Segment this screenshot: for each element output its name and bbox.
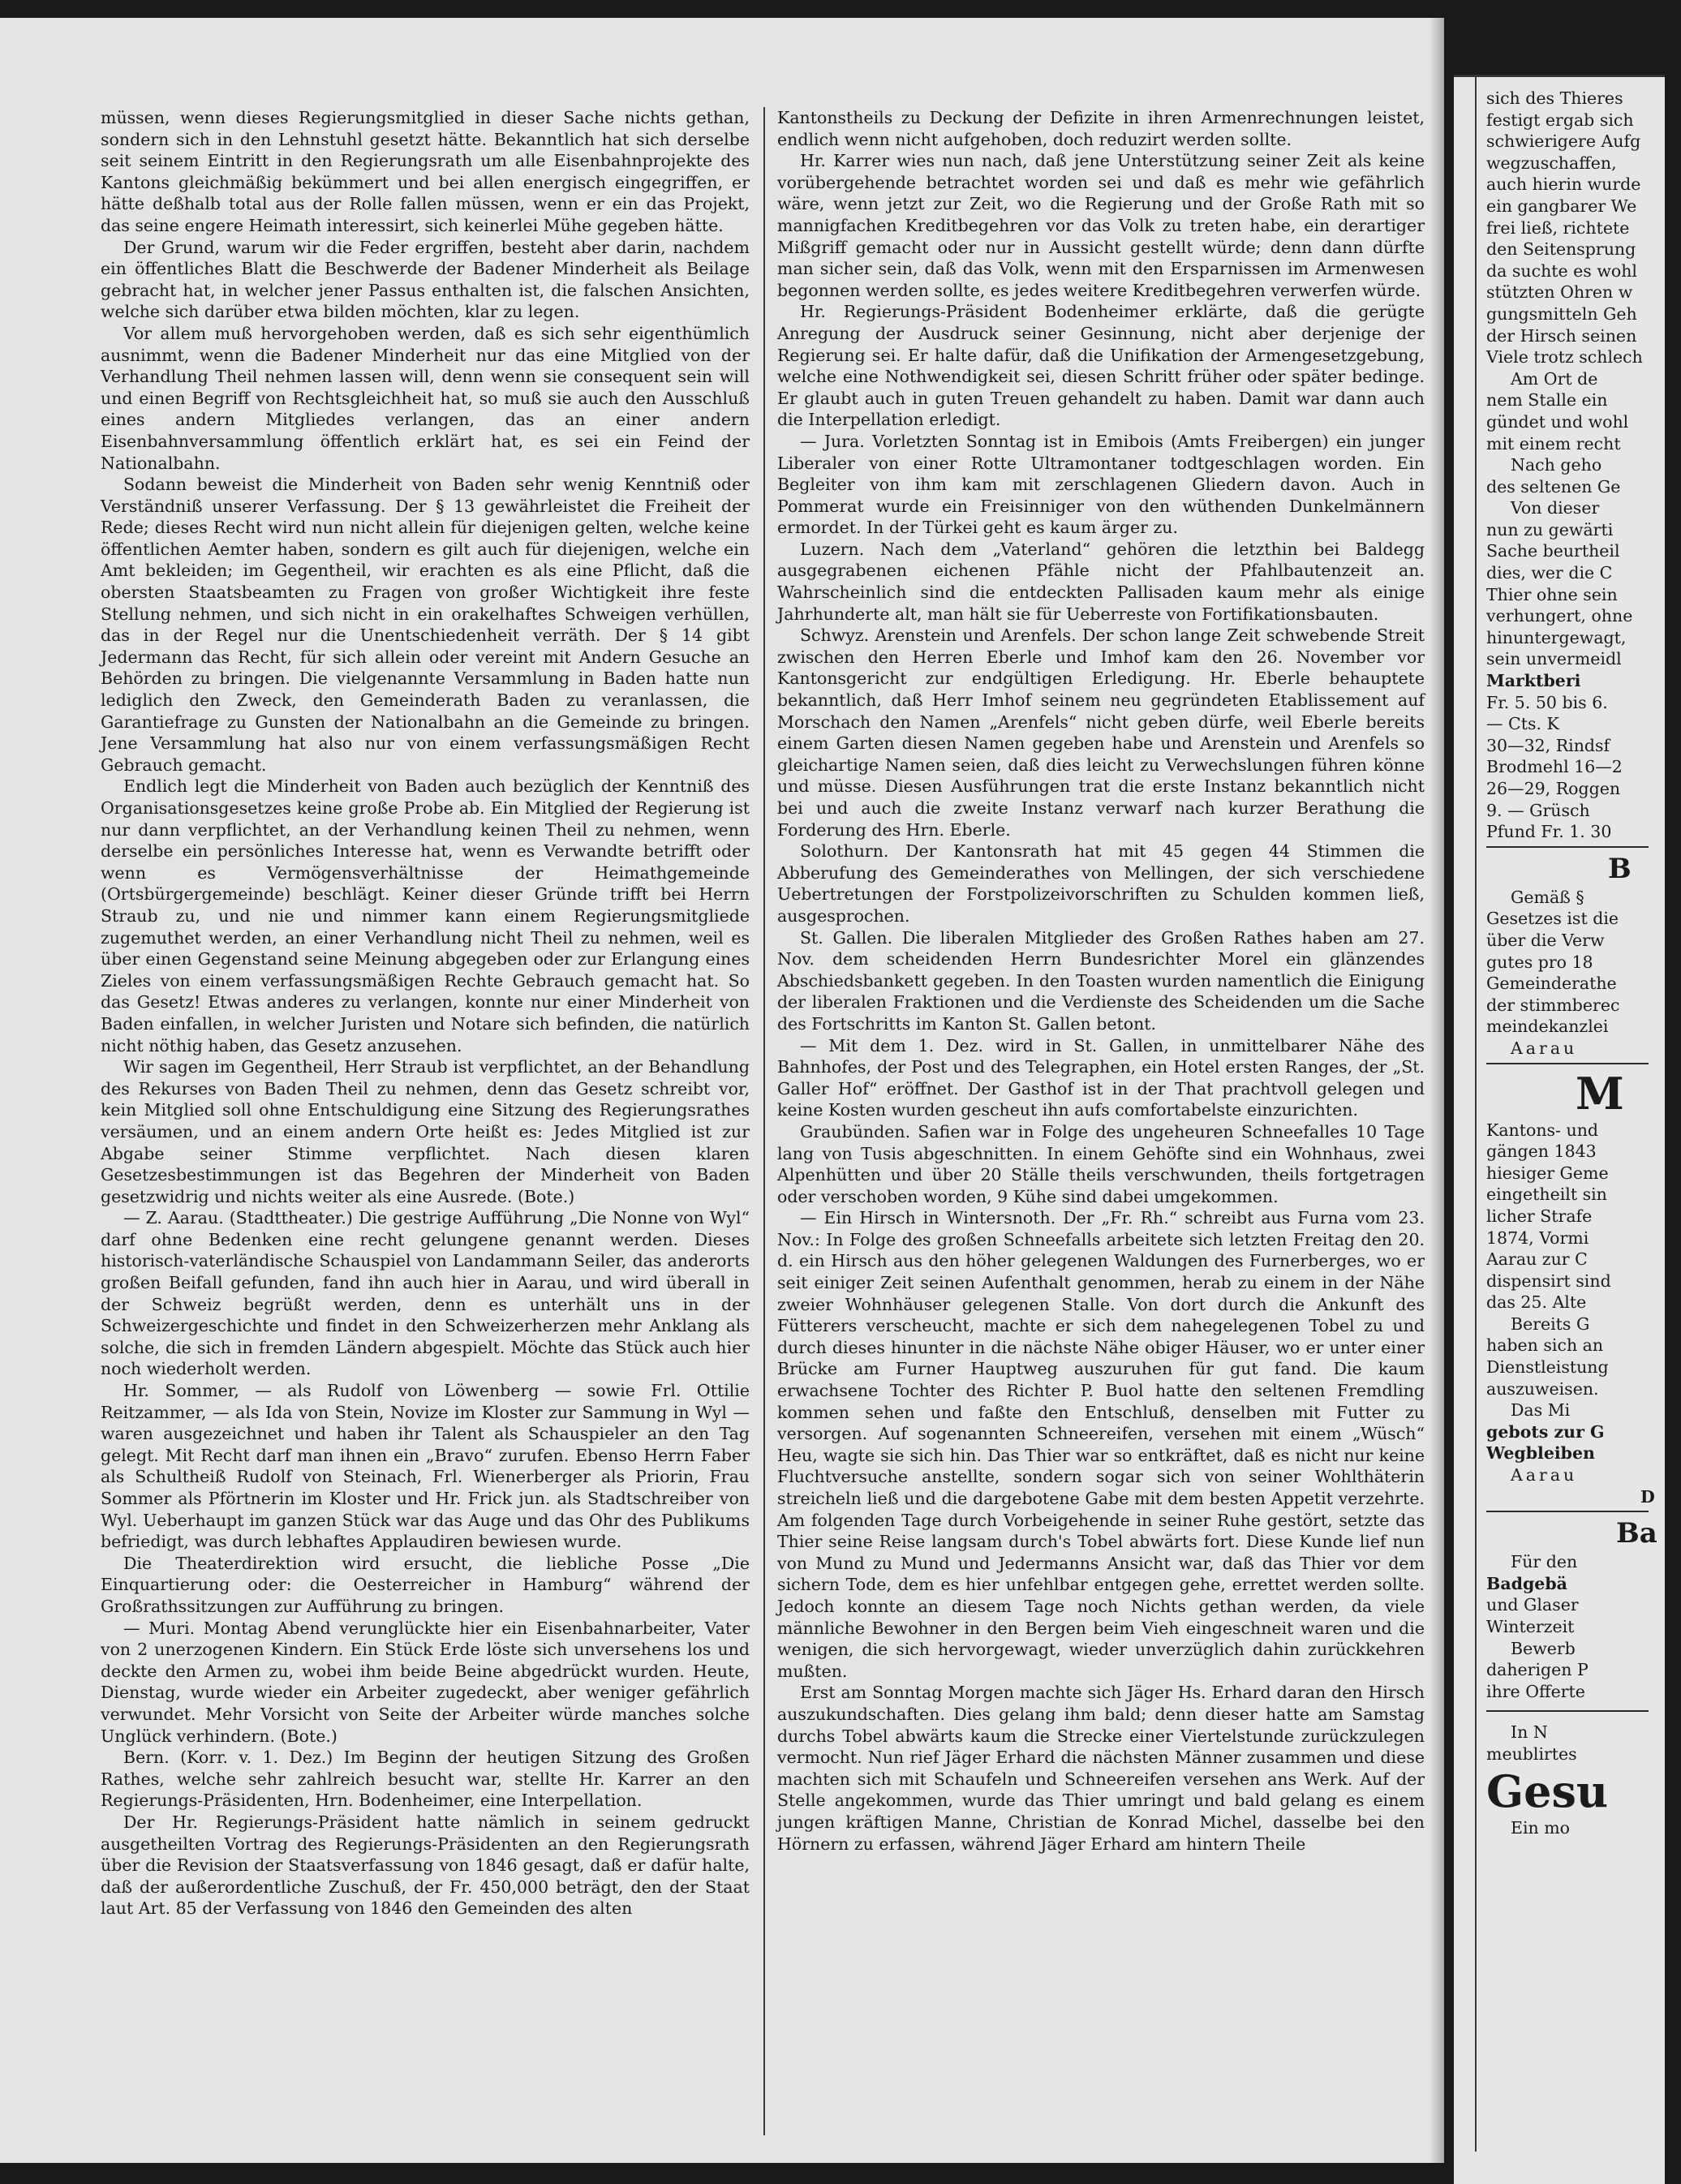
paragraph: — Muri. Montag Abend verunglückte hier ein Eisenbahnarbeiter, Vater von 2 unerzogenen Kindern. Ein Stück Erde löste sich unversehens los und deckte den Armen zu, wobei ihm beide Beine abgedrückt wurden. Heute, Dienstag, wurde wieder ein Arbeiter zugedeckt, aber weniger gefährlich verwundet. Mehr Vorsicht von Seite der Arbeiter würde manches solche Unglück verhindern. (Bote.) xyxy=(101,1618,750,1746)
text-line: haben sich an xyxy=(1486,1335,1604,1356)
text-line: das 25. Alte xyxy=(1486,1292,1587,1313)
signature-initial: D xyxy=(1640,1486,1655,1507)
text-line: Badgebä xyxy=(1486,1573,1567,1593)
notice-heading: M xyxy=(1576,1067,1624,1120)
text-column-middle xyxy=(777,107,1425,1855)
text-line: Dienstleistung xyxy=(1486,1357,1609,1378)
text-line: Thier ohne sein xyxy=(1486,584,1618,604)
column-divider xyxy=(1475,75,1477,2152)
text-line: 30—32, Rindsf xyxy=(1486,735,1610,755)
text-line: eingetheilt sin xyxy=(1486,1184,1607,1205)
text-line: Fr. 5. 50 bis 6. xyxy=(1486,692,1608,712)
text-column-left xyxy=(101,107,750,1920)
text-line: gebots zur G xyxy=(1486,1421,1605,1442)
text-line: Gemäß § xyxy=(1511,887,1584,907)
text-line: Aarau zur C xyxy=(1486,1249,1588,1270)
paragraph: müssen, wenn dieses Regierungsmitglied in dieser Sache nichts gethan, sondern sich in den Lehnstuhl gesetzt hätte. Bekanntlich hat sich derselbe seit seinem Eintritt in den Regierungsrath um alle Eisenbahnprojekte des Kantons gleichmäßig bekümmert und bei allen energisch eingegriffen, er hätte deßhalb total aus der Rolle fallen müssen, wenn er ein das Projekt, das seine engere Heimath interessirt, sich keinerlei Mühe gegeben hätte. xyxy=(101,108,750,235)
paragraph: St. Gallen. Die liberalen Mitglieder des Großen Rathes haben am 27. Nov. dem scheidenden Herrn Bundesrichter Morel ein glänzendes Abschiedsbankett gegeben. In den Toasten wurden namentlich die Einigung der liberalen Fraktionen und die Verdienste des Scheidenden um die Sache des Fortschritts im Kanton St. Gallen betont. xyxy=(777,927,1425,1034)
text-line: meindekanzlei xyxy=(1486,1017,1609,1037)
text-line: daherigen P xyxy=(1486,1660,1589,1680)
paragraph: Bern. (Korr. v. 1. Dez.) Im Beginn der heutigen Sitzung des Großen Rathes, welche sehr zahlreich besucht war, stellte Hr. Karrer an den Regierungs-Präsidenten, Hrn. Bodenheimer, eine Interpellation. xyxy=(101,1748,750,1811)
top-rule xyxy=(1454,75,1665,77)
newspaper-page xyxy=(0,18,1444,2163)
text-line: Pfund Fr. 1. 30 xyxy=(1486,822,1612,842)
text-line: stützten Ohren w xyxy=(1486,282,1633,303)
text-line: über die Verw xyxy=(1486,930,1605,950)
text-line: Nach geho xyxy=(1511,455,1602,475)
paragraph: Endlich legt die Minderheit von Baden auch bezüglich der Kenntniß des Organisationsgesetzes keine große Probe ab. Ein Mitglied der Regierung ist nur dann verpflichtet, an der Verhandlung keinen Theil zu nehmen, wenn derselbe ein persönliches Interesse hat, wenn es Verwandte betrifft oder wenn es Vermögensverhältnisse der Heimathgemeinde (Ortsbürgergemeinde) beschlägt. Keiner dieser Gründe trifft bei Herrn Straub zu, und nie und nimmer kann einem Regierungsmitgliede zugemuthet werden, an einer Verhandlung nicht Theil zu nehmen, weil es über einen Gegenstand seine Meinung abgegeben oder zur Erlangung eines Zieles von einem verfassungsmäßigen Rechte Gebrauch gemacht hat. So das Gesetz! Etwas anderes zu verlangen, konnte nur einer Minderheit von Baden einfallen, in welcher Juristen und Notare sich befinden, die natürlich nicht nöthig haben, das Gesetz anzusehen. xyxy=(101,776,750,1055)
paragraph: Wir sagen im Gegentheil, Herr Straub ist verpflichtet, an der Behandlung des Rekurses von Baden Theil zu nehmen, denn das Gesetz schreibt vor, kein Mitglied soll ohne Entschuldigung eine Sitzung des Regierungsrathes versäumen, und an einem andern Orte heißt es: Jedes Mitglied ist zur Abgabe seiner Stimme verpflichtet. Nach diesen klaren Gesetzesbestimmungen ist das Begehren der Minderheit von Baden gesetzwidrig und nichts weiter als eine Ausrede. (Bote.) xyxy=(101,1057,750,1206)
text-line: und Glaser xyxy=(1486,1595,1579,1615)
text-line: gutes pro 18 xyxy=(1486,952,1593,972)
paragraph: Luzern. Nach dem „Vaterland“ gehören die letzthin bei Baldegg ausgegrabenen eichenen Pfähle nicht der Pfahlbautenzeit an. Wahrscheinlich sind die entdeckten Pallisaden kaum mehr als einige Jahrhunderte alt, man hält sie für Ueberreste von Fortifikationsbauten. xyxy=(777,539,1425,624)
notice-heading: B xyxy=(1608,852,1632,885)
section-divider xyxy=(1486,1063,1649,1064)
text-line: sich des Thieres xyxy=(1486,88,1623,108)
page-edge-shadow xyxy=(1429,18,1444,2163)
text-line: auszuweisen. xyxy=(1486,1378,1599,1399)
text-line: Winterzeit xyxy=(1486,1617,1575,1636)
text-line: da suchte es wohl xyxy=(1486,260,1637,281)
notice-heading: Ba xyxy=(1616,1517,1657,1550)
text-line: Von dieser xyxy=(1511,498,1600,518)
text-line: Aarau xyxy=(1511,1465,1578,1485)
market-report-heading: Marktberi xyxy=(1486,671,1581,691)
next-page-strip xyxy=(1454,75,1665,2184)
text-line: sein unvermeidl xyxy=(1486,649,1622,669)
text-line: der stimmberec xyxy=(1486,995,1620,1015)
text-line: In N xyxy=(1511,1722,1548,1743)
text-column-right-cropped xyxy=(1486,88,1681,1838)
text-line: ein gangbarer We xyxy=(1486,196,1637,216)
text-line: hiesiger Geme xyxy=(1486,1163,1609,1183)
text-line: Sache beurtheil xyxy=(1486,541,1620,561)
paragraph: Schwyz. Arenstein und Arenfels. Der schon lange Zeit schwebende Streit zwischen den Herren Eberle und Imhof kam den 26. November vor Kantonsgericht zur endgültigen Erledigung. Hr. Eberle behauptete bekanntlich, daß Herr Imhof seinem neu gegründeten Etablissement auf Morschach den Namen „Arenfels“ nicht geben dürfe, weil Eberle bereits einem Garten diesen Namen gegeben habe und Arenstein und Arenfels so gleichartige Namen seien, daß dies leicht zu Verwechslungen führen könne und müsse. Diesen Ausführungen trat die erste Instanz bekanntlich nicht bei und auch die zweite Instanz verwarf nach kurzer Berathung die Forderung des Hrn. Eberle. xyxy=(777,626,1425,840)
paragraph: Der Grund, warum wir die Feder ergriffen, besteht aber darin, nachdem ein öffentliches Blatt die Beschwerde der Badener Minderheit als Beilage gebracht hat, in welcher jener Passus enthalten ist, die falschen Ansichten, welche sich darüber etwa bilden möchten, klar zu legen. xyxy=(101,237,750,322)
text-line: gungsmitteln Geh xyxy=(1486,303,1637,324)
text-line: Für den xyxy=(1511,1552,1578,1572)
section-divider xyxy=(1486,846,1649,848)
text-line: 1874, Vormi xyxy=(1486,1227,1589,1248)
text-line: Aarau xyxy=(1511,1038,1578,1058)
text-line: Brodmehl 16—2 xyxy=(1486,757,1623,777)
section-divider xyxy=(1486,1511,1649,1512)
text-line: 26—29, Roggen xyxy=(1486,779,1621,798)
paragraph: Hr. Karrer wies nun nach, daß jene Unterstützung seiner Zeit als keine vorübergehende betrachtet worden sei und daß es mehr wie gefährlich wäre, wenn jetzt zur Zeit, wo die Regierung und der Große Rath mit so mannigfachen Kreditbegehren vor das Volk zu treten habe, ein derartiger Mißgriff gemacht oder nur in Aussicht gestellt würde; denn dann dürfte man sicher sein, daß das Volk, wenn mit den Ersparnissen im Armenwesen begonnen werden sollte, es jedes weitere Kreditbegehren verwerfen würde. xyxy=(777,151,1425,300)
paragraph: Kantonstheils zu Deckung der Defizite in ihren Armenrechnungen leistet, endlich wenn nicht aufgehoben, doch reduzirt werden sollte. xyxy=(777,108,1425,149)
paragraph: Graubünden. Safien war in Folge des ungeheuren Schneefalles 10 Tage lang von Tusis abgeschnitten. In einem Gehöfte sind ein Wohnhaus, zwei Alpenhütten und über 20 Ställe theils verschwunden, theils fortgetragen oder verschoben worden, 9 Kühe sind dabei umgekommen. xyxy=(777,1121,1425,1206)
paragraph: Hr. Regierungs-Präsident Bodenheimer erklärte, daß die gerügte Anregung der Ausdruck seiner Gesinnung, nicht aber derjenige der Regierung sei. Er halte dafür, daß die Unifikation der Armengesetzgebung, welche eine Nothwendigkeit sei, diesen Schritt früher oder später bedinge. Er glaubt auch in guten Treuen gehandelt zu haben. Damit war dann auch die Interpellation erledigt. xyxy=(777,302,1425,430)
text-line: ihre Offerte xyxy=(1486,1681,1585,1701)
text-line: den Seitensprung xyxy=(1486,239,1636,260)
text-line: festigt ergab sich xyxy=(1486,110,1634,130)
text-line: mit einem recht xyxy=(1486,433,1621,454)
paragraph: — Jura. Vorletzten Sonntag ist in Emibois (Amts Freibergen) ein junger Liberaler von einer Rotte Ultramontaner todtgeschlagen worden. Ein Begleiter von ihm kam mit zerschlagenen Gliedern davon. Auch in Pommerat wurde ein Freisinniger von den wüthenden Dunkelmännern ermordet. In der Türkei geht es kaum ärger zu. xyxy=(777,431,1425,538)
text-line: des seltenen Ge xyxy=(1486,476,1621,497)
text-line: hinuntergewagt, xyxy=(1486,627,1627,647)
paragraph: Die Theaterdirektion wird ersucht, die liebliche Posse „Die Einquartierung oder: die Oesterreicher in Hamburg“ während der Großrathssitzungen zur Aufführung zu bringen. xyxy=(101,1553,750,1616)
text-line: Kantons- und xyxy=(1486,1120,1599,1140)
section-divider xyxy=(1486,1710,1649,1712)
text-line: verhungert, ohne xyxy=(1486,606,1633,626)
text-line: — Cts. K xyxy=(1486,714,1559,734)
text-line: wegzuschaffen, xyxy=(1486,153,1617,173)
text-line: Wegbleiben xyxy=(1486,1443,1595,1464)
text-line: Viele trotz schlech xyxy=(1486,347,1643,368)
paragraph: Erst am Sonntag Morgen machte sich Jäger Hs. Erhard daran den Hirsch auszukundschaften. Dies gelang ihm bald; denn dieser hatte am Samstag durchs Tobel abwärts kaum die Strecke einer Viertelstunde zurückzulegen vermocht. Nun rief Jäger Erhard die nächsten Männer zusammen und diese machten sich mit Schaufeln und Schneereifen versehen ans Werk. Auf der Stelle angekommen, wurde das Thier umringt und bald gelang es einem jungen kräftigen Manne, Christian de Konrad Michel, dasselbe bei den Hörnern zu erfassen, während Jäger Erhard am hintern Theile xyxy=(777,1683,1425,1854)
text-line: gängen 1843 xyxy=(1486,1141,1597,1162)
paragraph: Sodann beweist die Minderheit von Baden sehr wenig Kenntniß oder Verständniß unserer Verfassung. Der § 13 gewährleistet die Freiheit der Rede; dieses Recht wird nun nicht allein für diejenigen gelten, welche keine öffentlichen Aemter haben, sondern es gilt auch für diejenigen, welche ein Amt bekleiden; im Gegentheil, wir erachten es als eine Pflicht, daß die obersten Staatsbeamten zu Fragen von großer Wichtigkeit ihre feste Stellung nehmen, und sich nicht in ein orakelhaftes Schweigen verhüllen, das in der Regel nur die Unentschiedenheit verräth. Der § 14 gibt Jedermann das Recht, für sich allein oder vereint mit Andern Gesuche an Behörden zu bringen. Die vielgenannte Versammlung in Baden hatte nun lediglich den Zweck, den Gemeinderath Baden zu veranlassen, die Garantiefrage zu Gunsten der Nationalbahn an die Gemeinde zu bringen. Jene Versammlung hat also nur von einem verfassungsmäßigen Recht Gebrauch gemacht. xyxy=(101,475,750,775)
paragraph: Vor allem muß hervorgehoben werden, daß es sich sehr eigenthümlich ausnimmt, wenn die Badener Minderheit nur das eine Mitglied von der Verhandlung Theil nehmen lassen will, denn wenn sie consequent sein will und einen Begriff von Rechtsgleichheit hat, so muß sie auch den Ausschluß eines andern Mitgliedes verlangen, das an einer andern Eisenbahnversammlung öffentlich erklärt hat, es sei ein Feind der Nationalbahn. xyxy=(101,323,750,473)
text-line: gündet und wohl xyxy=(1486,411,1629,432)
text-line: frei ließ, richtete xyxy=(1486,217,1630,238)
text-line: Ein mo xyxy=(1511,1817,1571,1838)
column-divider xyxy=(763,107,765,2135)
text-line: Bewerb xyxy=(1511,1638,1576,1658)
notice-heading: Gesu xyxy=(1486,1765,1609,1817)
text-line: nun zu gewärti xyxy=(1486,519,1614,540)
paragraph: Solothurn. Der Kantonsrath hat mit 45 gegen 44 Stimmen die Abberufung des Gemeinderathes von Mellingen, der sich verschiedene Uebertretungen der Forstpolizeivorschriften zu Schulden kommen ließ, ausgesprochen. xyxy=(777,841,1425,926)
text-line: licher Strafe xyxy=(1486,1206,1593,1226)
text-line: Am Ort de xyxy=(1511,368,1598,389)
paragraph: — Ein Hirsch in Wintersnoth. Der „Fr. Rh.“ schreibt aus Furna vom 23. Nov.: In Folge des großen Schneefalls arbeitete sich letzten Freitag den 20. d. ein Hirsch aus den höher gelegenen Waldungen des Furnerberges, wo er seit einiger Zeit seinen Aufenthalt genommen, herab zu einem in der Nähe zweier Wohnhäuser gelegenen Stalle. Von dort durch die Ankunft des Fütterers verscheucht, machte er sich dem nahegelegenen Tobel zu und durch dieses hinunter in die nächste Nähe obiger Häuser, wo er unter einer Brücke am Furner Hauptweg auszuruhen für gut fand. Die kaum erwachsene Tochter des Richter P. Buol hatte den seltenen Fremdling kommen sehen und faßte den Entschluß, denselben mit Futter zu versorgen. Auf sogenannten Schneereifen, versehen mit einem „Wüsch“ Heu, wagte sie sich hin. Das Thier war so entkräftet, daß es nicht nur keine Fluchtversuche anstellte, sondern sogar sich von seiner Wohlthäterin streicheln ließ und die dargebotene Gabe mit dem besten Appetit verzehrte. Am folgenden Tage durch Vorbeigehende in seiner Ruhe gestört, setzte das Thier seine Reise langsam durch's Tobel abwärts fort. Diese Kunde lief nun von Mund zu Mund und Jedermanns Ansicht war, daß das Thier vor dem sichern Tode, dem es hier unfehlbar entgegen gehe, errettet werden sollte. Jedoch konnte an diesem Tage noch Nichts gethan werden, da viele männliche Bewohner in den Bergen beim Vieh eingeschneit waren und die wenigen, die sich hervorgewagt, wieder unverzüglich dahin zurückkehren mußten. xyxy=(777,1208,1425,1681)
text-line: auch hierin wurde xyxy=(1486,174,1641,195)
text-line: 9. — Grüsch xyxy=(1486,800,1590,820)
paragraph: — Mit dem 1. Dez. wird in St. Gallen, in unmittelbarer Nähe des Bahnhofes, der Post und des Telegraphen, ein Hotel ersten Ranges, der „St. Galler Hof“ eröffnet. Der Gasthof ist in der That prachtvoll gelegen und keine Kosten wurden gescheut ihn aufs comfortabelste einzurichten. xyxy=(777,1035,1425,1120)
text-line: dispensirt sind xyxy=(1486,1270,1611,1291)
text-line: meublirtes xyxy=(1486,1743,1577,1764)
text-line: Gemeinderathe xyxy=(1486,974,1617,994)
text-line: Gesetzes ist die xyxy=(1486,909,1619,929)
paragraph: Der Hr. Regierungs-Präsident hatte nämlich in seinem gedruckt ausgetheilten Vortrag des Regierungs-Präsidenten an den Regierungsrath über die Revision der Staatsverfassung von 1846 gesagt, daß er dafür halte, daß der außerordentliche Zuschuß, der Fr. 450,000 beträgt, den der Staat laut Art. 85 der Verfassung von 1846 den Gemeinden des alten xyxy=(101,1812,750,1919)
text-line: schwierigere Aufg xyxy=(1486,131,1641,152)
text-line: nem Stalle ein xyxy=(1486,390,1608,411)
text-line: der Hirsch seinen xyxy=(1486,325,1637,346)
text-line: Bereits G xyxy=(1511,1313,1590,1334)
text-line: dies, wer die C xyxy=(1486,563,1613,583)
paragraph: — Z. Aarau. (Stadttheater.) Die gestrige Aufführung „Die Nonne von Wyl“ darf ohne Bedenken eine recht gelungene genannt werden. Dieses historisch-vaterländische Schauspiel von Landammann Seiler, das anderorts großen Beifall gefunden, fand ihn auch hier in Aarau, und wird überall in der Schweiz begrüßt werden, denn es unterhält uns in der Schweizergeschichte und findet in den Schweizerherzen mehr Anklang als solche, die sich in fremden Ländern abgespielt. Möchte das Stück auch hier noch wiederholt werden. xyxy=(101,1208,750,1379)
paragraph: Hr. Sommer, — als Rudolf von Löwenberg — sowie Frl. Ottilie Reitzammer, — als Ida von Stein, Novize im Kloster zur Sammung in Wyl — waren ausgezeichnet und haben ihr Talent als Schauspieler an den Tag gelegt. Mit Recht darf man ihnen ein „Bravo“ zurufen. Ebenso Herrn Faber als Schultheiß Rudolf von Steinach, Frl. Wienerberger als Priorin, Frau Sommer als Pförtnerin im Kloster und Hr. Frick jun. als Stadtschreiber von Wyl. Ueberhaupt im ganzen Stück war das Auge und das Ohr des Publikums befriedigt, was durch lebhaftes Applaudiren bewiesen wurde. xyxy=(101,1381,750,1552)
text-line: Das Mi xyxy=(1511,1400,1571,1421)
